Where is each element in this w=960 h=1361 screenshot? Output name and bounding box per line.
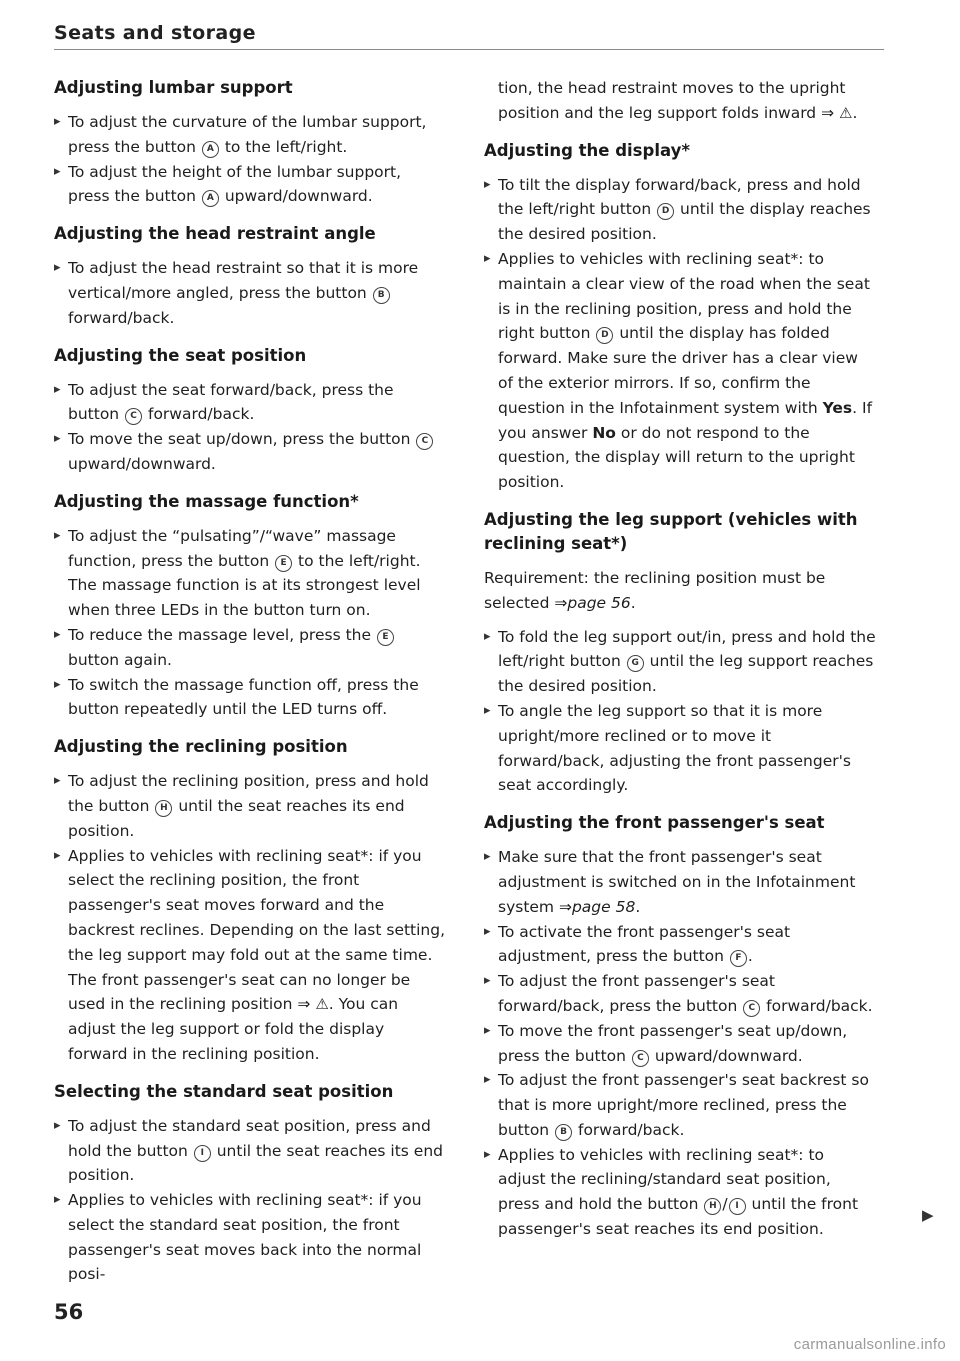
- list-item: ▸ To fold the leg support out/in, press and hold the left/right button G until the leg support reaches the desired position.: [484, 625, 876, 699]
- warning-icon[interactable]: ⚠: [315, 995, 329, 1014]
- page-link[interactable]: page 58: [571, 897, 636, 916]
- button-b-icon: B: [373, 287, 390, 304]
- heading: Adjusting the massage function*: [54, 491, 359, 511]
- arrow-icon: ⇒: [297, 995, 311, 1014]
- arrow-icon: ⇒: [821, 103, 835, 122]
- button-c-icon: C: [416, 433, 433, 450]
- list-item: ▸ Applies to vehicles with reclining seat*: if you select the standard seat position, the front passenger's seat moves back into the normal posi-: [54, 1188, 446, 1287]
- list-item: ▸ To adjust the height of the lumbar support, press the button A upward/downward.: [54, 160, 446, 210]
- warning-icon[interactable]: ⚠: [839, 103, 853, 122]
- list-item: ▸ To switch the massage function off, press the button repeatedly until the LED turns off.: [54, 673, 446, 723]
- button-d-icon: D: [596, 327, 613, 344]
- heading: Adjusting the front passenger's seat: [484, 813, 825, 833]
- list-item: ▸ To tilt the display forward/back, press and hold the left/right button D until the display reaches the desired position.: [484, 173, 876, 247]
- list-item: ▸ To adjust the front passenger's seat backrest so that is more upright/more reclined, press the button B forward/back.: [484, 1068, 876, 1142]
- heading: Adjusting the leg support (vehicles with reclining seat*): [484, 509, 858, 553]
- arrow-icon: ⇒: [558, 897, 572, 916]
- front-passenger-section: [484, 811, 876, 1242]
- button-c-icon: C: [125, 408, 142, 425]
- button-b-icon: B: [555, 1124, 572, 1141]
- list-item: ▸ To adjust the “pulsating”/“wave” massage function, press the button E to the left/right. The massage function is at its strongest level when three LEDs in the button turn on.: [54, 524, 446, 623]
- heading: Selecting the standard seat position: [54, 1081, 394, 1101]
- list-item: ▸ To move the front passenger's seat up/down, press the button C upward/downward.: [484, 1019, 876, 1069]
- list-item: ▸ To adjust the front passenger's seat forward/back, press the button C forward/back.: [484, 969, 876, 1019]
- standard-position-section: [54, 1080, 446, 1288]
- button-h-icon: H: [704, 1198, 721, 1215]
- requirement-text: Requirement: the reclining position must be selected ⇒page 56.: [484, 568, 826, 612]
- button-g-icon: G: [627, 655, 644, 672]
- list-item: ▸ To activate the front passenger's seat adjustment, press the button F .: [484, 920, 876, 970]
- left-column: [54, 76, 446, 1300]
- seat-position-section: [54, 344, 446, 477]
- page-number: 56: [54, 1300, 84, 1324]
- list-item: ▸ To adjust the reclining position, press and hold the button H until the seat reaches its end position.: [54, 769, 446, 843]
- heading: Adjusting lumbar support: [54, 78, 293, 97]
- list-item: ▸ Make sure that the front passenger's seat adjustment is switched on in the Infotainment system ⇒page 58.: [484, 845, 876, 919]
- section-title: Seats and storage: [54, 22, 256, 44]
- list-item: ▸ To adjust the seat forward/back, press the button C forward/back.: [54, 378, 446, 428]
- list-item: ▸ To adjust the standard seat position, press and hold the button I until the seat reaches its end position.: [54, 1114, 446, 1188]
- list-item: ▸ Applies to vehicles with reclining seat*: to maintain a clear view of the road when the seat is in the reclining position, press and hold the right button D until the display has folded forward. Make sure the driver has a clear view of the exterior mirrors. If so, confirm the question in the Infotainment system with Yes. If you answer No or do not respond to the question, the display will return to the upright position.: [484, 247, 876, 495]
- continued-text: tion, the head restraint moves to the upright position and the leg support folds inward ⇒ ⚠.: [498, 79, 858, 122]
- button-e-icon: E: [377, 629, 394, 646]
- button-h-icon: H: [155, 800, 172, 817]
- button-a-icon: A: [202, 141, 219, 158]
- heading: Adjusting the reclining position: [54, 737, 348, 757]
- heading: Adjusting the head restraint angle: [54, 224, 376, 244]
- button-i-icon: I: [729, 1198, 746, 1215]
- button-c-icon: C: [743, 1000, 760, 1017]
- heading: Adjusting the display*: [484, 140, 690, 160]
- list-item: ▸ To angle the leg support so that it is more upright/more reclined or to move it forward/back, adjusting the front passenger's seat accordingly.: [484, 699, 876, 798]
- watermark: carmanualsonline.info: [793, 1336, 946, 1353]
- list-item: ▸ To adjust the head restraint so that it is more vertical/more angled, press the button B forward/back.: [54, 256, 446, 330]
- lumbar-section: [54, 76, 446, 209]
- massage-section: [54, 490, 446, 722]
- right-column: [484, 76, 876, 1255]
- button-a-icon: A: [202, 190, 219, 207]
- leg-support-section: [484, 508, 876, 798]
- heading: Adjusting the seat position: [54, 345, 307, 365]
- page-header: [54, 22, 884, 50]
- button-i-icon: I: [194, 1145, 211, 1162]
- list-item: ▸ Applies to vehicles with reclining seat*: if you select the reclining position, the front passenger's seat moves forward and the backrest reclines. Depending on the last setting, the leg support may fold out at the same time. The front passenger's seat can no longer be used in the reclining position ⇒ ⚠. You can adjust the leg support or fold the display forward in the reclining position.: [54, 844, 446, 1067]
- list-item: ▸ To adjust the curvature of the lumbar support, press the button A to the left/right.: [54, 110, 446, 160]
- list-item: ▸ To reduce the massage level, press the E button again.: [54, 623, 446, 673]
- list-item: ▸ To move the seat up/down, press the button C upward/downward.: [54, 427, 446, 477]
- button-c-icon: C: [632, 1050, 649, 1067]
- button-f-icon: F: [730, 950, 747, 967]
- button-e-icon: E: [275, 555, 292, 572]
- button-d-icon: D: [657, 203, 674, 220]
- reclining-section: [54, 735, 446, 1067]
- page-link[interactable]: page 56: [567, 593, 631, 612]
- head-restraint-section: [54, 222, 446, 330]
- display-section: [484, 139, 876, 495]
- list-item: ▸ Applies to vehicles with reclining seat*: to adjust the reclining/standard seat position, press and hold the button H / I until the front passenger's seat reaches its end position.: [484, 1143, 876, 1242]
- continue-arrow-icon: ▶: [922, 1206, 934, 1224]
- arrow-icon: ⇒: [554, 593, 568, 612]
